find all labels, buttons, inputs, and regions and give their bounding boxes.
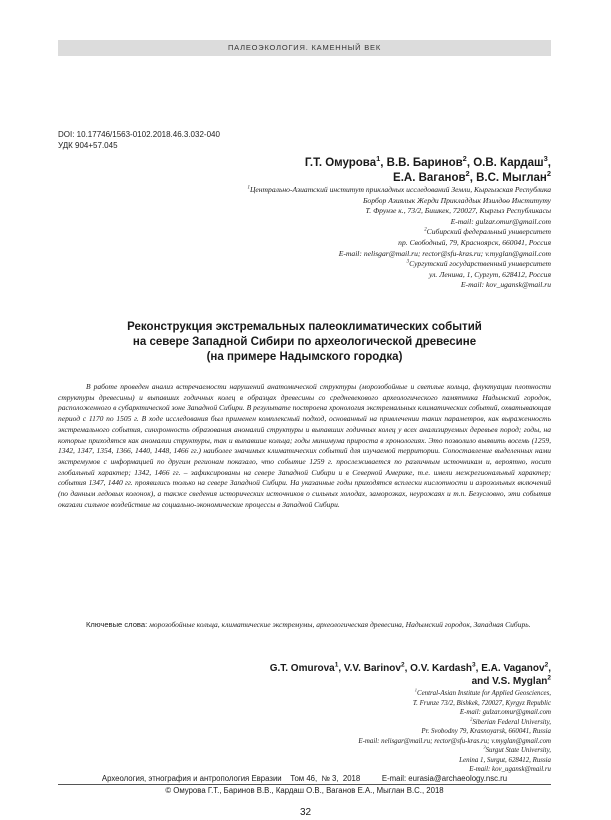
affiliation-line bbox=[111, 238, 551, 249]
affiliation-text: Т. Фрунзе к., 73/2, Бишкек, 720027, Кыргыз Республикасы bbox=[365, 206, 551, 216]
authors-ru-line-1: Г.Т. Омурова$^1$, В.В. Баринов$^2$, О.В. Кардаш$^3$, bbox=[304, 154, 551, 169]
affiliation-text: Pr. Svobodny 79, Krasnoyarsk, 660041, Russia bbox=[421, 728, 551, 735]
affiliation-email: E-mail: nelisgar@mail.ru; rector@sfu-kras.ru; v.myglan@gmail.com bbox=[358, 737, 551, 745]
affiliation-text: Сургутский государственный университет bbox=[409, 259, 551, 269]
udk: УДК 904+57.045 bbox=[58, 141, 118, 150]
affiliation-sup: 1 bbox=[414, 687, 417, 693]
affiliation-line bbox=[151, 689, 551, 699]
affiliations-ru bbox=[111, 185, 551, 291]
authors-en bbox=[151, 662, 551, 688]
footer-divider bbox=[58, 784, 551, 785]
doi: DOI: 10.17746/1563-0102.2018.46.3.032-040 bbox=[58, 130, 220, 139]
affiliation-sup: 3 bbox=[406, 259, 410, 265]
affiliation-text: Сибирский федеральный университет bbox=[426, 227, 551, 237]
authors-en-line-1: G.T. Omurova$^1$, V.V. Barinov$^2$, O.V. Kardash$^3$, E.A. Vaganov$^2$, bbox=[269, 661, 551, 674]
author-sup: 2 bbox=[465, 169, 470, 179]
affiliation-sup: 2 bbox=[470, 716, 473, 722]
author-sup: 2 bbox=[400, 661, 405, 669]
affiliation-text: Siberian Federal University, bbox=[472, 718, 551, 726]
title-line-3: (на примере Надымского городка) bbox=[206, 351, 403, 363]
keywords-text: морозобойные кольца, климатические экстремумы, археологическая древесина, Надымский городок, Западная Сибирь. bbox=[149, 620, 531, 629]
author-name: V.V. Barinov bbox=[343, 663, 401, 674]
affiliation-line bbox=[111, 196, 551, 207]
author-name: Г.Т. Омурова bbox=[304, 157, 377, 169]
affiliation-text: ул. Ленина, 1, Сургут, 628412, Россия bbox=[428, 269, 551, 279]
affiliation-line bbox=[151, 708, 551, 718]
author-name: В.С. Мыглан bbox=[476, 172, 547, 184]
affiliation-text: T. Frunze 73/2, Bishkek, 720027, Kyrgyz Republic bbox=[412, 699, 551, 707]
affiliation-line bbox=[151, 699, 551, 709]
author-sup: 2 bbox=[547, 674, 551, 682]
affiliation-email: E-mail: gulzar.omur@gmail.com bbox=[450, 216, 551, 226]
affiliation-text: Центрально-Азиатский институт прикладных исследований Земли, Кыргызская Республика bbox=[249, 185, 551, 194]
author-conjunction: and bbox=[471, 676, 493, 687]
section-title: ПАЛЕОЭКОЛОГИЯ. КАМЕННЫЙ ВЕК bbox=[227, 43, 382, 52]
author-name: O.V. Kardash bbox=[410, 663, 473, 674]
page-number: 32 bbox=[299, 807, 312, 818]
affiliation-text: Lenina 1, Surgut, 628412, Russia bbox=[459, 756, 551, 764]
affiliation-text: Surgut State University, bbox=[485, 747, 551, 754]
author-name: О.В. Кардаш bbox=[473, 157, 544, 169]
article-title bbox=[58, 320, 551, 365]
affiliation-line bbox=[151, 746, 551, 756]
affiliation-text: Борбор Азиялык Жерди Прикладдык Изилдөө Институту bbox=[362, 195, 551, 205]
affiliation-line bbox=[111, 185, 551, 196]
affiliation-line bbox=[111, 227, 551, 238]
authors-ru-line-2: Е.А. Ваганов$^2$, В.С. Мыглан$^2$ bbox=[393, 169, 551, 184]
author-name: V.S. Myglan bbox=[492, 676, 548, 687]
affiliation-line bbox=[111, 259, 551, 270]
affiliation-line bbox=[111, 217, 551, 228]
author-sup: 3 bbox=[543, 154, 548, 164]
author-sup: 2 bbox=[462, 154, 467, 164]
affiliation-text: пр. Свободный, 79, Красноярск, 660041, Россия bbox=[398, 237, 551, 247]
title-line-2: на севере Западной Сибири по археологической древесине bbox=[132, 336, 477, 348]
affiliations-en bbox=[151, 689, 551, 775]
affiliation-sup: 1 bbox=[247, 185, 250, 191]
affiliation-email: E-mail: nelisgar@mail.ru; rector@sfu-kras.ru; v.myglan@gmail.com bbox=[338, 248, 551, 258]
affiliation-line bbox=[151, 756, 551, 766]
affiliation-sup: 3 bbox=[483, 744, 486, 750]
authors-ru bbox=[151, 156, 551, 186]
affiliation-line bbox=[151, 718, 551, 728]
author-sup: 1 bbox=[334, 661, 339, 669]
journal-footer-line: Археология, этнография и антропология Евразии Том 46, № 3, 2018 E-mail: eurasia@archaeology.nsc.ru bbox=[101, 774, 508, 783]
affiliation-line bbox=[111, 249, 551, 260]
abstract: В работе проведен анализ встречаемости нарушений анатомической структуры (морозобойные и светлые кольца, флуктуации плотности структуры древесины) и выпавших годичных колец в образцах древесины со средневекового археологического памятника Надымский городок, расположенного в субарктической зоне Западной Сибири. В результате построена хронология экстремальных климатических событий, охватывающая период с 1170 по 1505 г. В ходе исследования был применен комплексный подход, основанный на привлечении таких параметров, как выраженность экстремального события, синхронность образования аномалий структуры и выпавших годичных колец у всех анализируемых деревьев пород; годы, на которые приходятся как аномалии структуры, так и выпавшие кольца; годы минимума прироста в хронологиях. Это позволило выявить восемь (1259, 1342, 1347, 1354, 1366, 1440, 1448, 1466 гг.) наиболее значимых климатических событий для изучаемой территории. Сопоставление выделенных нами экстремумов с информацией по другим регионам показало, что событие 1259 г. прослеживается по различным источникам и, вероятно, носит глобальный характер; 1342, 1466 гг. – зафиксированы на севере Западной Сибири и в Северной Америке, т.е. имели межрегиональный характер; события 1347, 1440 гг. проявились только на севере Западной Сибири. На указанные годы приходятся всплески кислотности и аэрозольных включений (по данным ледовых колонок), а также сведения исторических источников о сильных холодах, заморозках, неурожаях и т.п. Безусловно, эти события оказали сильное воздействие на социально-экономические процессы в Западной Сибири. bbox=[58, 382, 551, 509]
affiliation-line bbox=[111, 270, 551, 281]
affiliation-email: E-mail: gulzar.omur@gmail.com bbox=[459, 709, 551, 716]
author-name: E.A. Vaganov bbox=[481, 663, 545, 674]
title-line-1: Реконструкция экстремальных палеоклиматических событий bbox=[127, 321, 482, 333]
author-sup: 1 bbox=[376, 154, 381, 164]
keywords-label: Ключевые слова: bbox=[86, 620, 148, 629]
authors-en-line-2 bbox=[151, 675, 551, 688]
section-header-band bbox=[58, 40, 551, 56]
author-sup: 2 bbox=[544, 661, 549, 669]
copyright-line: © Омурова Г.Т., Баринов В.В., Кардаш О.В., Ваганов Е.А., Мыглан В.С., 2018 bbox=[165, 786, 444, 795]
affiliation-email: E-mail: kov_ugansk@mail.ru bbox=[469, 766, 551, 773]
affiliation-line bbox=[151, 737, 551, 747]
affiliation-line bbox=[151, 727, 551, 737]
affiliation-line bbox=[111, 206, 551, 217]
affiliation-line bbox=[111, 280, 551, 291]
author-sup: 2 bbox=[546, 169, 551, 179]
author-sup: 3 bbox=[472, 661, 476, 669]
author-name: Е.А. Ваганов bbox=[393, 172, 466, 184]
affiliation-email: E-mail: kov_ugansk@mail.ru bbox=[460, 280, 551, 290]
author-name: В.В. Баринов bbox=[386, 157, 463, 169]
affiliation-sup: 2 bbox=[424, 227, 427, 233]
affiliation-text: Central-Asian Institute for Applied Geosciences, bbox=[416, 690, 551, 697]
keywords bbox=[58, 620, 551, 631]
author-name: G.T. Omurova bbox=[269, 663, 335, 674]
